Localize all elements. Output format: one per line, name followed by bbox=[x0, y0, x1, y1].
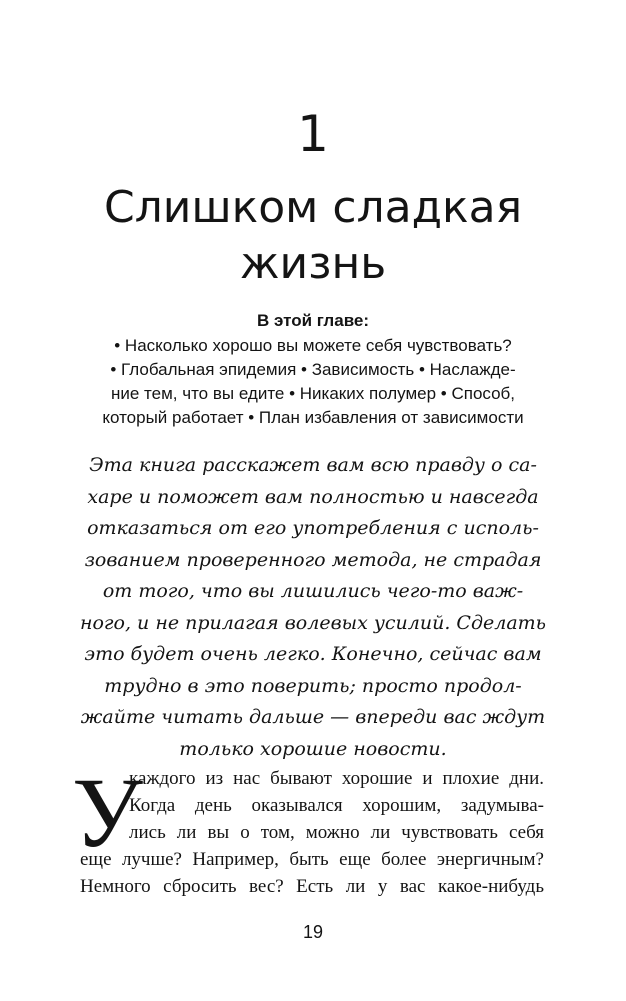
page-number: 19 bbox=[302, 922, 324, 942]
intro-line: ного, и не прилагая волевых усилий. Сделать bbox=[79, 611, 547, 634]
body-line: еще лучше? Например, быть еще более энергичным? bbox=[80, 849, 544, 870]
body-line: лись ли вы о том, можно ли чувствовать себя bbox=[129, 822, 544, 843]
body-paragraph-continuation bbox=[80, 846, 544, 900]
body-line: каждого из нас бывают хорошие и плохие дни. bbox=[129, 768, 544, 789]
in-chapter-line: • Насколько хорошо вы можете себя чувствовать? bbox=[114, 336, 512, 355]
in-chapter-line: ние тем, что вы едите • Никаких полумер • Способ, bbox=[110, 384, 516, 403]
intro-line: зованием проверенного метода, не страдая bbox=[84, 548, 542, 571]
intro-line: от того, что вы лишились чего-то важ- bbox=[102, 580, 524, 602]
intro-line: отказаться от его употребления с исполь- bbox=[87, 517, 539, 539]
in-chapter-line: который работает • План избавления от зависимости bbox=[102, 408, 524, 427]
chapter-title-line: Слишком сладкая bbox=[103, 182, 523, 233]
intro-line: Эта книга расскажет вам всю правду о са- bbox=[89, 454, 537, 476]
body-paragraph-start bbox=[129, 765, 544, 846]
in-chapter-list bbox=[0, 334, 626, 430]
intro-line: только хорошие новости. bbox=[179, 737, 447, 760]
in-chapter-heading: В этой главе: bbox=[256, 311, 370, 330]
chapter-title-line: жизнь bbox=[239, 238, 387, 289]
intro-line: это будет очень легко. Конечно, сейчас вам bbox=[84, 643, 542, 665]
intro-line: трудно в это поверить; просто продол- bbox=[104, 674, 522, 697]
intro-line: харе и поможет вам полностью и навсегда bbox=[87, 485, 539, 508]
intro-line: жайте читать дальше — впереди вас ждут bbox=[80, 706, 546, 728]
body-line: Немного сбросить вес? Есть ли у вас какое-нибудь bbox=[80, 876, 544, 897]
in-chapter-line: • Глобальная эпидемия • Зависимость • Наслажде- bbox=[110, 360, 516, 379]
chapter-intro bbox=[0, 450, 626, 765]
chapter-number: 1 bbox=[297, 105, 329, 163]
body-line: Когда день оказывался хорошим, задумыва- bbox=[129, 795, 544, 816]
chapter-title bbox=[0, 180, 626, 292]
drop-cap: У bbox=[72, 757, 143, 868]
